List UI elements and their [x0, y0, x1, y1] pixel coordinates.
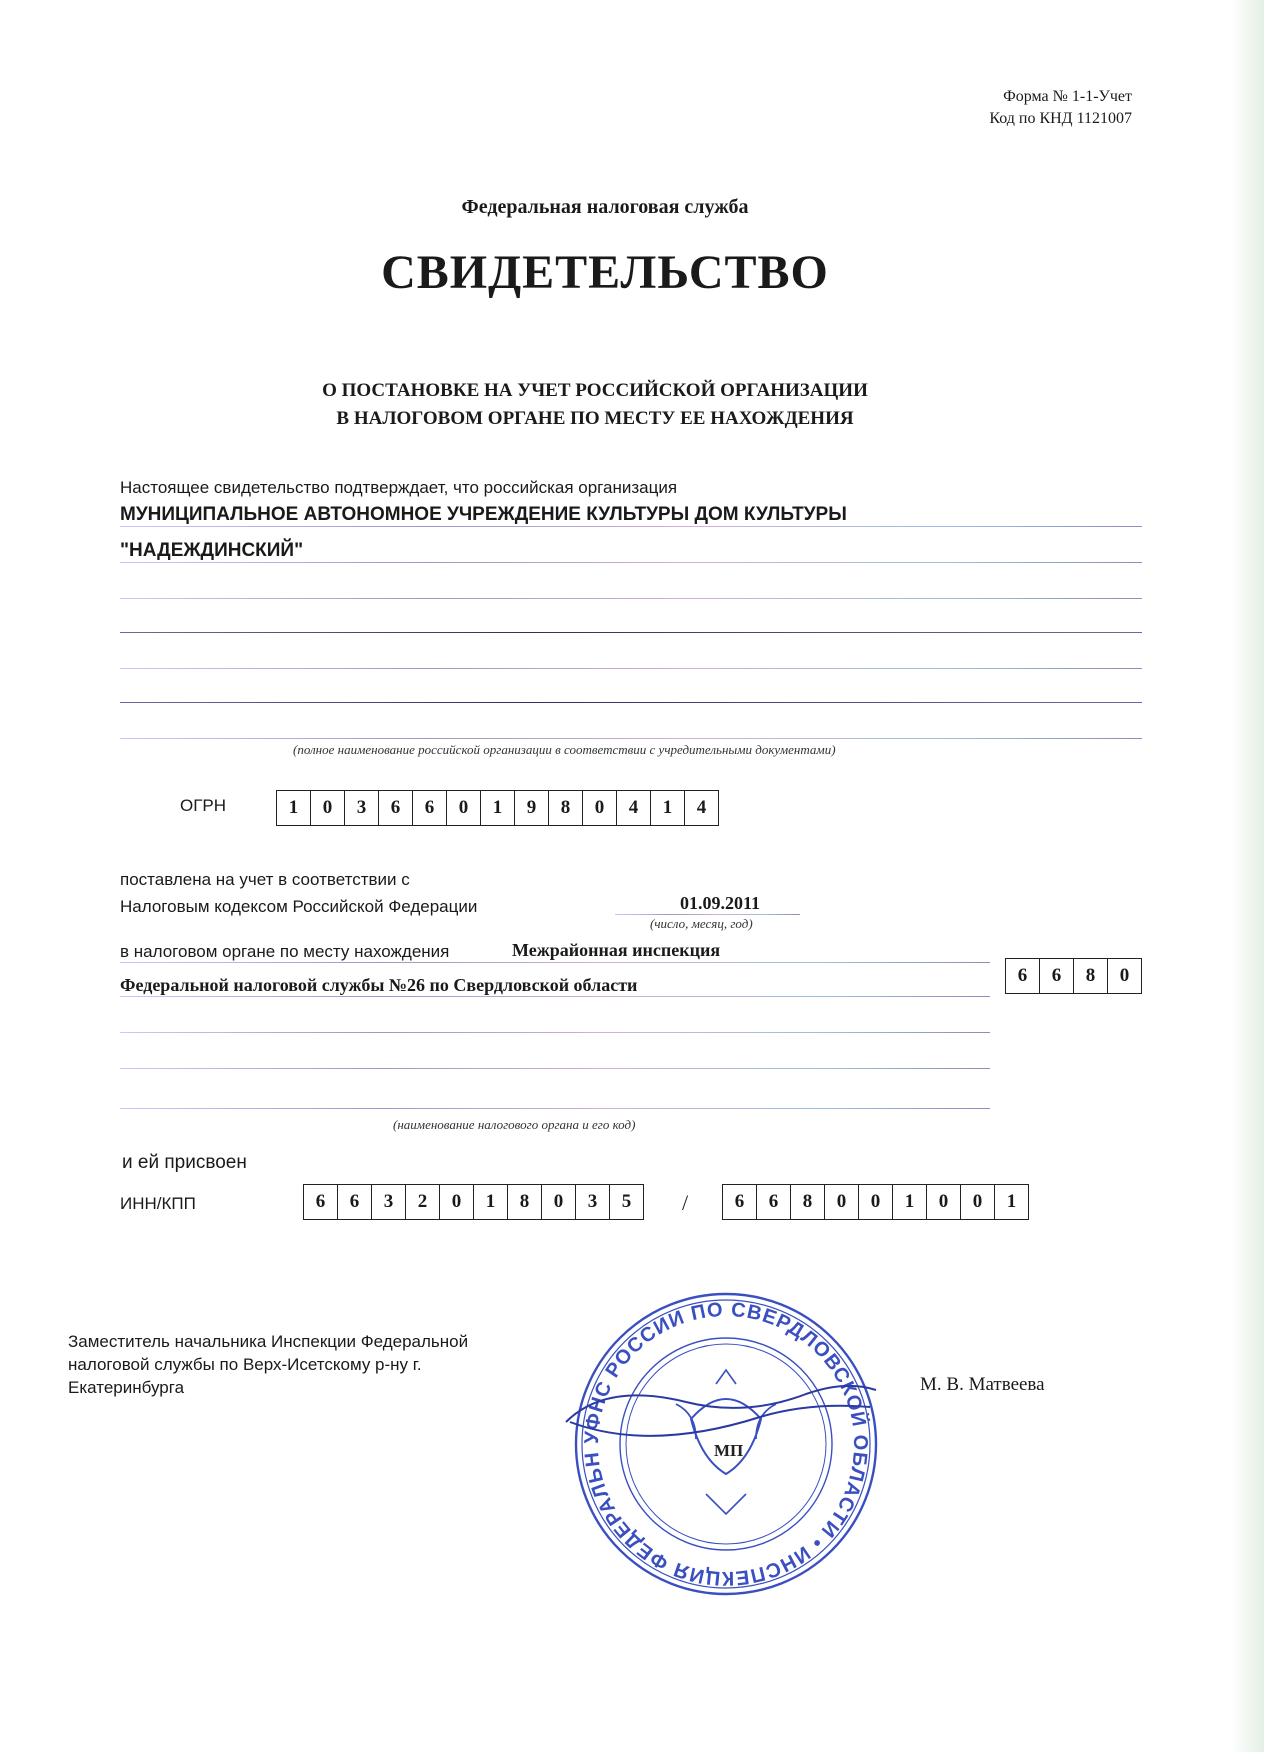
inn-digit-6: 1	[474, 1185, 508, 1219]
kpp-digit-3: 8	[791, 1185, 825, 1219]
subtitle-line-2: В НАЛОГОВОМ ОРГАНЕ ПО МЕСТУ ЕЕ НАХОЖДЕНИЯ	[336, 408, 854, 429]
kpp-digit-2: 6	[757, 1185, 791, 1219]
form-number: Форма № 1-1-Учет	[1003, 88, 1132, 105]
inn-digit-5: 0	[440, 1185, 474, 1219]
subtitle-line-1: О ПОСТАНОВКЕ НА УЧЕТ РОССИЙСКОЙ ОРГАНИЗАЦИИ	[322, 380, 868, 401]
stamp-outer-text: УФНС РОССИИ ПО СВЕРДЛОВСКОЙ ОБЛАСТИ • ИНСПЕКЦИЯ ФЕДЕРАЛЬНОЙ НАЛОГОВОЙ СЛУЖБЫ ПО ВЕРХ-ИСЕТСКОМУ РАЙОНУ Г. ЕКАТЕРИНБУРГА	[555, 1267, 872, 1590]
tax-office-name-part-1: Межрайонная инспекция	[512, 940, 721, 960]
form-rule	[120, 562, 1142, 563]
tax-code-digit-4: 0	[1108, 959, 1142, 993]
inn-digit-1: 6	[304, 1185, 338, 1219]
issuer-name: Федеральная налоговая служба	[461, 196, 749, 218]
inn-digit-9: 3	[576, 1185, 610, 1219]
knd-code: Код по КНД 1121007	[989, 110, 1132, 127]
form-rule	[120, 1108, 990, 1109]
ogrn-digit-boxes	[276, 790, 719, 826]
ogrn-digit-12: 1	[651, 791, 685, 825]
form-rule	[120, 632, 1142, 633]
ogrn-digit-7: 1	[481, 791, 515, 825]
scan-edge	[1232, 0, 1264, 1752]
signatory-position	[68, 1330, 468, 1399]
ogrn-label: ОГРН	[180, 796, 227, 815]
signatory-position-line-3: Екатеринбурга	[68, 1378, 185, 1397]
form-rule	[120, 738, 1142, 739]
signatory-position-line-2: налоговой службы по Верх-Исетскому р-ну г.	[68, 1355, 422, 1374]
signatory-name: М. В. Матвеева	[920, 1374, 1045, 1395]
kpp-digit-1: 6	[723, 1185, 757, 1219]
ogrn-digit-3: 3	[345, 791, 379, 825]
inn-digit-2: 6	[338, 1185, 372, 1219]
assigned-text: и ей присвоен	[122, 1152, 247, 1173]
inn-digit-boxes	[303, 1184, 644, 1220]
inn-digit-3: 3	[372, 1185, 406, 1219]
organization-name-line-2: "НАДЕЖДИНСКИЙ"	[120, 540, 304, 561]
tax-code-digit-2: 6	[1040, 959, 1074, 993]
kpp-digit-9: 1	[995, 1185, 1029, 1219]
inn-digit-7: 8	[508, 1185, 542, 1219]
tax-office-caption: (наименование налогового органа и его код)	[393, 1117, 636, 1132]
kpp-digit-5: 0	[859, 1185, 893, 1219]
organization-caption: (полное наименование российской организации в соответствии с учредительными документами)	[293, 742, 836, 757]
registration-date: 01.09.2011	[680, 893, 761, 913]
ogrn-digit-4: 6	[379, 791, 413, 825]
kpp-digit-4: 0	[825, 1185, 859, 1219]
ogrn-digit-8: 9	[515, 791, 549, 825]
inn-digit-4: 2	[406, 1185, 440, 1219]
signatory-position-line-1: Заместитель начальника Инспекции Федеральной	[68, 1332, 469, 1351]
form-rule	[120, 962, 990, 963]
form-rule	[120, 598, 1142, 599]
ogrn-digit-6: 0	[447, 791, 481, 825]
ogrn-digit-1: 1	[277, 791, 311, 825]
ogrn-digit-9: 8	[549, 791, 583, 825]
form-rule	[120, 996, 990, 997]
form-rule	[120, 702, 1142, 703]
organization-name-line-1: МУНИЦИПАЛЬНОЕ АВТОНОМНОЕ УЧРЕЖДЕНИЕ КУЛЬТУРЫ ДОМ КУЛЬТУРЫ	[120, 504, 847, 525]
ogrn-digit-11: 4	[617, 791, 651, 825]
inn-kpp-separator: /	[682, 1190, 689, 1215]
inn-kpp-label: ИНН/КПП	[120, 1194, 196, 1213]
document-title: СВИДЕТЕЛЬСТВО	[381, 246, 829, 299]
ogrn-digit-13: 4	[685, 791, 719, 825]
tax-code-digit-3: 8	[1074, 959, 1108, 993]
registration-line-1: поставлена на учет в соответствии с	[120, 870, 410, 889]
date-rule	[615, 914, 800, 915]
kpp-digit-7: 0	[927, 1185, 961, 1219]
certifies-text: Настоящее свидетельство подтверждает, что российская организация	[120, 478, 678, 497]
kpp-digit-boxes	[722, 1184, 1029, 1220]
inn-digit-8: 0	[542, 1185, 576, 1219]
tax-office-name-part-2: Федеральной налоговой службы №26 по Свердловской области	[120, 975, 638, 995]
inn-digit-10: 5	[610, 1185, 644, 1219]
handwritten-signature	[560, 1370, 890, 1490]
ogrn-digit-2: 0	[311, 791, 345, 825]
form-rule	[120, 668, 1142, 669]
ogrn-digit-10: 0	[583, 791, 617, 825]
form-rule	[120, 526, 1142, 527]
kpp-digit-6: 1	[893, 1185, 927, 1219]
stamp-center-mark: МП	[714, 1441, 744, 1460]
registration-line-2: Налоговым кодексом Российской Федерации	[120, 897, 478, 916]
form-header	[989, 86, 1132, 130]
date-caption: (число, месяц, год)	[650, 916, 753, 931]
tax-office-code-boxes	[1005, 958, 1142, 994]
form-rule	[120, 1068, 990, 1069]
tax-code-digit-1: 6	[1006, 959, 1040, 993]
form-rule	[120, 1032, 990, 1033]
ogrn-digit-5: 6	[413, 791, 447, 825]
document-subtitle	[0, 377, 1190, 433]
kpp-digit-8: 0	[961, 1185, 995, 1219]
tax-office-prefix: в налоговом органе по месту нахождения	[120, 942, 450, 961]
